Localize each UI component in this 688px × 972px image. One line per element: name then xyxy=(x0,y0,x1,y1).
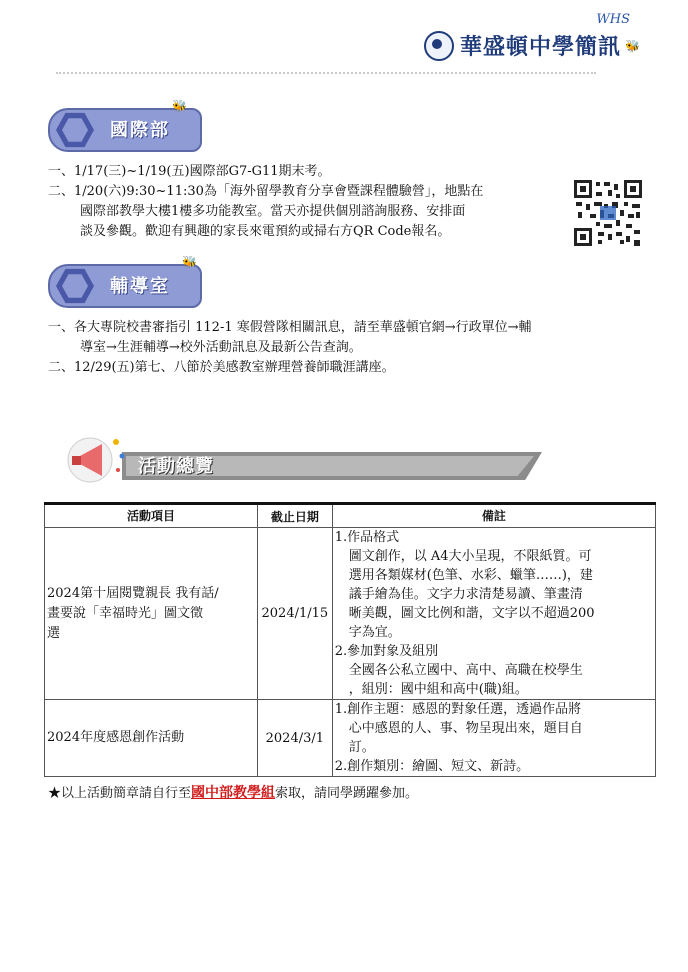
footer-prefix: ★以上活動簡章請自行至 xyxy=(48,786,192,801)
section-tag-international xyxy=(48,108,202,152)
note-heading: 1.創作主題：感恩的對象任選，透過作品將 xyxy=(334,702,582,717)
note-heading: 2.創作類別：繪圖、短文、新詩。 xyxy=(334,759,530,774)
footer-highlight: 國中部教學組 xyxy=(191,785,276,801)
note-line: 心中感恩的人、事、物呈現出來，題目自 xyxy=(348,721,583,736)
script-logo: WHS xyxy=(596,12,630,27)
hexagon-icon xyxy=(56,111,94,149)
table-row xyxy=(45,528,656,700)
column-header: 截止日期 xyxy=(257,504,332,528)
newsletter-title: 華盛頓中學簡訊 xyxy=(460,35,622,60)
deadline: 2024/3/1 xyxy=(257,700,332,777)
bee-icon: 🐝 xyxy=(172,99,187,113)
list-item: 二、12/29(五)第七、八節於美感教室辦理營養師職涯講座。 xyxy=(48,360,395,375)
note-heading: 2.參加對象及組別 xyxy=(334,644,439,659)
qr-code-icon[interactable] xyxy=(574,180,642,246)
note-line: ，組別：國中組和高中(職)組。 xyxy=(348,682,528,697)
activity-name xyxy=(45,528,258,700)
activities-title: 活動總覽 xyxy=(138,456,214,477)
bee-icon: 🐝 xyxy=(182,255,197,269)
footer-note xyxy=(48,782,418,802)
activity-name-line: 畫要說「幸福時光」圖文徵 xyxy=(47,605,204,621)
hexagon-icon xyxy=(56,267,94,305)
footer-suffix: 索取，請同學踴躍參加。 xyxy=(275,786,419,801)
header-divider xyxy=(56,72,596,74)
megaphone-icon xyxy=(62,430,134,486)
deadline: 2024/1/15 xyxy=(257,528,332,700)
note-line: 字為宜。 xyxy=(348,625,401,640)
note-line: 訂。 xyxy=(348,740,375,755)
activities-banner xyxy=(52,430,492,490)
activity-name-line: 選 xyxy=(47,625,61,641)
list-item: 一、各大專院校書審指引 112-1 寒假營隊相關訊息，請至華盛頓官網→行政單位→輔 xyxy=(48,320,532,335)
activity-name xyxy=(45,700,258,777)
list-item: 一、1/17(三)~1/19(五)國際部G7-G11期末考。 xyxy=(48,164,331,179)
bee-icon: 🐝 xyxy=(625,38,640,53)
note-line: 全國各公私立國中、高中、高職在校學生 xyxy=(348,663,583,678)
school-emblem-icon xyxy=(424,31,454,61)
notes xyxy=(332,528,655,700)
list-item: 導室→生涯輔導→校外活動訊息及最新公告查詢。 xyxy=(80,340,362,355)
note-line: 議手繪為佳。文字力求清楚易讀、筆畫清 xyxy=(348,587,583,602)
brand xyxy=(424,30,640,61)
page-header xyxy=(0,0,688,80)
note-heading: 1.作品格式 xyxy=(334,530,400,545)
note-line: 選用各類媒材(色筆、水彩、蠟筆……)，建 xyxy=(348,568,593,583)
list-item: 談及參觀。歡迎有興趣的家長來電預約或掃右方QR Code報名。 xyxy=(80,224,451,239)
section-tag-counseling xyxy=(48,264,202,308)
activity-name-line: 2024年度感恩創作活動 xyxy=(47,730,185,745)
note-line: 晰美觀，圖文比例和諧，文字以不超過200 xyxy=(348,606,595,621)
column-header: 備註 xyxy=(332,504,655,528)
notes xyxy=(332,700,655,777)
list-item: 二、1/20(六)9:30~11:30為「海外留學教育分享會暨課程體驗營」，地點在 xyxy=(48,184,484,199)
note-line: 圖文創作，以 A4大小呈現，不限紙質。可 xyxy=(348,549,592,564)
section-title: 輔導室 xyxy=(110,276,170,297)
list-item: 國際部教學大樓1樓多功能教室。當天亦提供個別諮詢服務、安排面 xyxy=(80,204,466,219)
section-title: 國際部 xyxy=(110,120,170,141)
table-row xyxy=(45,700,656,777)
column-header: 活動項目 xyxy=(45,504,258,528)
activity-name-line: 2024第十屆閱覽親長 我有話/ xyxy=(47,585,219,601)
activities-table xyxy=(44,502,656,777)
